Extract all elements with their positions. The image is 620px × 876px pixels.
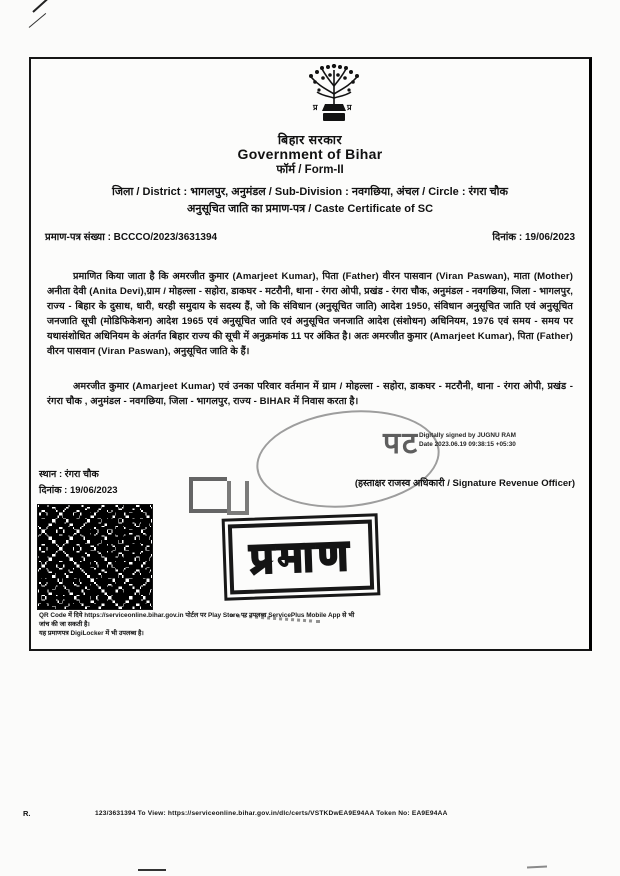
- pramaan-stamp: [228, 520, 374, 595]
- verification-footnotes: [39, 611, 559, 638]
- stamp-glyph-fragment: पट: [383, 427, 420, 460]
- district-subdivision-circle-line: जिला / District : भागलपुर, अनुमंडल / Sub-Division : नवगछिया, अंचल / Circle : रंगरा चौक: [112, 186, 508, 198]
- signature-revenue-officer-label: (हस्ताक्षर राजस्व अधिकारी / Signature Revenue Officer): [354, 478, 575, 489]
- certificate-date: दिनांक : 19/06/2023: [492, 232, 575, 243]
- place-label: स्थान : रंगरा चौक: [39, 469, 99, 480]
- emblem-right-glyph: प्र: [347, 103, 352, 112]
- scan-artifact-dash: [527, 865, 547, 868]
- certificate-frame: [29, 57, 592, 651]
- bihar-emblem-icon: [279, 64, 389, 126]
- footnote-line: जांच की जा सकती है।: [39, 621, 90, 628]
- pen-mark-icon: [29, 13, 46, 28]
- government-name-english: Government of Bihar: [237, 146, 383, 162]
- emblem-left-glyph: प्र: [313, 103, 318, 112]
- digital-signature-line2: Date 2023.06.19 09:38:15 +05:30: [419, 440, 516, 448]
- government-name-hindi: बिहार सरकार: [277, 133, 343, 147]
- scan-artifact-dash: [138, 869, 166, 871]
- pramaan-stamp-text: प्रमाण: [249, 531, 353, 582]
- certificate-title: अनुसूचित जाति का प्रमाण-पत्र / Caste Certificate of SC: [186, 203, 434, 215]
- certificate-meta-row: [45, 229, 575, 243]
- certificate-number: प्रमाण-पत्र संख्या : BCCCO/2023/3631394: [45, 232, 218, 243]
- stamp-smudge-fragment: [227, 481, 249, 515]
- date-label: दिनांक : 19/06/2023: [39, 485, 118, 496]
- qr-code: [38, 505, 152, 609]
- stamp-smudge-fragment: [189, 477, 227, 513]
- corner-mark: R.: [23, 809, 31, 818]
- verification-url-line: 123/3631394 To View: https://serviceonline.bihar.gov.in/dlc/certs/VSTKDwEA9E94AA Token No: EA9E94AA: [95, 810, 448, 817]
- certificate-body-paragraph-2: अमरजीत कुमार (Amarjeet Kumar) एवं उनका परिवार वर्तमान में ग्राम / मोहल्ला - सहोरा, डाकघर - मटरौनी, थाना - रंगरा ओपी, प्रखंड - रंगरा चौक , अनुमंडल - नवगछिया, जिला - भागलपुर, राज्य - BIHAR में निवास करता है।: [47, 381, 573, 407]
- form-number: फॉर्म / Form-II: [276, 164, 344, 176]
- footnote-line: यह प्रमाणपत्र DigiLocker में भी उपलब्ध है।: [39, 630, 144, 637]
- certificate-body-paragraph-1: प्रमाणित किया जाता है कि अमरजीत कुमार (Amarjeet Kumar), पिता (Father) वीरन पासवान (Viran Paswan), माता (Mother) अनीता देवी (Anita Devi),ग्राम / मोहल्ला - सहोरा, डाकघर - मटरौनी, थाना - रंगरा ओपी, प्रखंड - रंगरा चौक, अनुमंडल - नवगछिया, जिला - भागलपुर, राज्य - बिहार के दुसाध, धारी, धरही समुदाय के सदस्य हैं, जो कि संविधान (अनुसूचित जाति) आदेश 1950, संविधान अनुसूचित जाति एवं अनुसूचित जनजाति सूची (मोडिफिकेशन) आदेश 1965 एवं अनुसूचित जाति एवं अनुसूचित जनजाति आदेश (संशोधन) अधिनियम, 1976 एवं समय - समय पर यथासंशोधित अधिनियम के अंतर्गत बिहार राज्य की सूची में अनुक्रमांक 11 पर अंकित है। अतः अमरजीत कुमार (Amarjeet Kumar), पिता (Father) वीरन पासवान (Viran Paswan), अनुसूचित जाति के हैं।: [47, 271, 573, 357]
- digital-signature-block: [419, 432, 599, 449]
- pen-mark-icon: [32, 0, 56, 13]
- digital-signature-line1: Digitally signed by JUGNU RAM: [419, 432, 516, 439]
- bodhi-tree-graphic: [297, 64, 371, 126]
- footnote-line: QR Code में दिये https://serviceonline.bihar.gov.in पोर्टल पर Play Store पर उपलब्ध ServicePlus Mobile App से भी: [39, 612, 355, 619]
